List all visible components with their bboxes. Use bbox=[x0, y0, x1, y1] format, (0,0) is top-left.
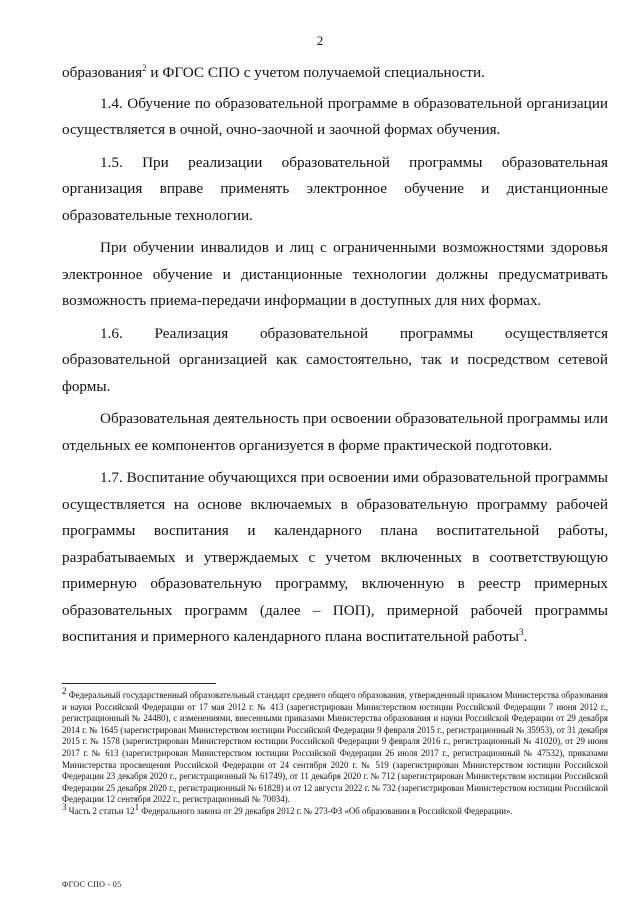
paragraph-text: и ФГОС СПО с учетом получаемой специальности. bbox=[146, 64, 485, 81]
paragraph-1-6: 1.6. Реализация образовательной программы осуществляется образовательной организацией как самостоятельно, так и посредством сетевой формы. bbox=[62, 324, 608, 395]
footnote-3 bbox=[62, 801, 608, 818]
footnote-text: Федерального закона от 29 декабря 2012 г. № 273-ФЗ «Об образовании в Российской Федерации». bbox=[139, 805, 513, 816]
footer-document-code: ФГОС СПО - 05 bbox=[62, 880, 122, 889]
paragraph-text: . bbox=[523, 628, 528, 645]
footnote-ref-3: 3 bbox=[518, 626, 524, 637]
footnote-marker: 3 bbox=[62, 801, 67, 812]
footnote-superscript: 1 bbox=[134, 801, 140, 812]
footnote-separator bbox=[62, 683, 216, 684]
paragraph-text: образования bbox=[62, 64, 143, 81]
footnote-2 bbox=[62, 686, 608, 806]
paragraph-1-7 bbox=[62, 465, 608, 651]
footnote-text: Часть 2 статьи 12 bbox=[66, 805, 135, 816]
footnotes bbox=[62, 686, 608, 818]
paragraph-1-4: 1.4. Обучение по образовательной программе в образовательной организации осуществляется в очной, очно-заочной и заочной формах обучения. bbox=[62, 94, 608, 138]
paragraph-text: 1.7. Воспитание обучающихся при освоении ими образовательной программы осуществляется на основе включаемых в образовательную программу рабочей программы воспитания и календарного плана воспитательной работы, разрабатываемых и утверждаемых с учетом включенных в соответствующую примерную образовательную программу, включенную в реестр примерных образовательных программ (далее – ПОП), примерной рабочей программы воспитания и примерного календарного плана воспитательной работы bbox=[62, 469, 608, 645]
paragraph-practical-training: Образовательная деятельность при освоении образовательной программы или отдельных ее компонентов организуется в форме практической подготовки. bbox=[62, 410, 608, 454]
footnote-ref-2: 2 bbox=[142, 62, 147, 73]
page-number: 2 bbox=[316, 33, 324, 48]
footnote-text: Федеральный государственный образовательный стандарт среднего общего образования, утвержденный приказом Министерства образования и науки Российской Федерации от 17 мая 2012 г. № 413 (зарегистрирован Министерством юстиции Российской Федерации 7 июня 2012 г., регистрационный № 24480), с изменениями, внесенными приказами Министерства образования и науки Российской Федерации от 29 декабря 2014 г. № 1645 (зарегистрирован Министерством юстиции Российской Федерации 9 февраля 2015 г., регистрационный № 35953), от 31 декабря 2015 г. № 1578 (зарегистрирован Министерством юстиции Российской Федерации 9 февраля 2016 г., регистрационный № 41020), от 29 июня 2017 г. № 613 (зарегистрирован Министерством юстиции Российской Федерации 26 июля 2017 г., регистрационный № 47532), приказами Министерства просвещения Российской Федерации от 24 сентября 2020 г. № 519 (зарегистрирован Министерством юстиции Российской Федерации 23 декабря 2020 г., регистрационный № 61749), от 11 декабря 2020 г. № 712 (зарегистрирован Министерством юстиции Российской Федерации 25 декабря 2020 г., регистрационный № 61828) и от 12 августа 2022 г. № 732 (зарегистрирован Министерством юстиции Российской Федерации 12 сентября 2022 г., регистрационный № 70034). bbox=[62, 690, 608, 805]
paragraph-continuation bbox=[62, 60, 608, 87]
paragraph-disabilities: При обучении инвалидов и лиц с ограниченными возможностями здоровья электронное обучение и дистанционные технологии должны предусматривать возможность приема-передачи информации в доступных для них формах. bbox=[62, 239, 608, 309]
document-body bbox=[62, 60, 608, 657]
footnote-marker: 2 bbox=[62, 686, 67, 697]
paragraph-1-5: 1.5. При реализации образовательной программы образовательная организация вправе применять электронное обучение и дистанционные образовательные технологии. bbox=[62, 153, 608, 224]
